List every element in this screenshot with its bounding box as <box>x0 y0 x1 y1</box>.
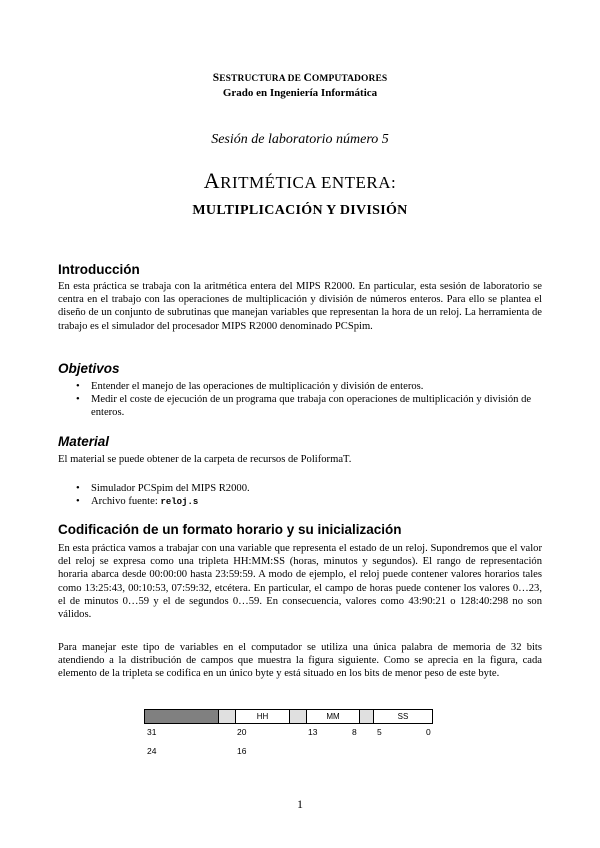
course-title-part1: ESTRUCTURA DE <box>219 74 304 84</box>
page-number: 1 <box>297 797 303 811</box>
mm-field: MM <box>307 710 360 723</box>
intro-paragraph: En esta práctica se trabaja con la aritmética entera del MIPS R2000. En particular, esta sesión de laboratorio se centra en el trabajo con las operaciones de multiplicación y división de números enteros. Para ello se plantea el diseño de un conjunto de subrutinas que manejan variables que representan la hora de un reloj. La herramienta de trabajo es el simulador del procesador MIPS R2000 denominado PCSpim. <box>58 281 542 332</box>
material-paragraph: El material se puede obtener de la carpeta de recursos de PoliformaT. <box>58 454 352 465</box>
objectives-list <box>58 380 542 420</box>
source-file-name: reloj.s <box>160 497 199 508</box>
bullet-icon: • <box>76 381 80 392</box>
bit-label-20: 20 <box>237 727 247 737</box>
list-item <box>58 495 542 509</box>
course-title-initial: S <box>212 72 220 84</box>
bullet-icon: • <box>76 394 80 406</box>
hh-padding-field <box>219 710 236 723</box>
material-item-text: Simulador PCSpim del MIPS R2000. <box>91 483 250 494</box>
list-item <box>58 482 542 495</box>
bit-label-5: 5 <box>377 727 382 737</box>
objective-text: Medir el coste de ejecución de un programa que trabaja con operaciones de multiplicación y división de enteros. <box>91 394 532 419</box>
material-list <box>58 482 542 509</box>
bit-label-31: 31 <box>147 727 157 737</box>
degree-name: Grado en Ingeniería Informática <box>222 87 378 99</box>
coding-paragraph-1: En esta práctica vamos a trabajar con una variable que representa el estado de un reloj. Supondremos que el valor del reloj se expresa como una tripleta HH:MM:SS (horas, minutos y segundos). El rango de representación horaria abarca desde 00:00:00 hasta 23:59:59. A modo de ejemplo, el reloj puede contener valores horarios tales como 13:25:43, 00:10:53, 07:59:32, etcétera. En particular, el campo de horas puede contener los valores 0…23, el de minutos 0…59 y el de segundos 0…59. En consecuencia, valores como 43:90:21 o 128:40:298 no son válidos. <box>58 543 542 621</box>
register-diagram <box>144 709 433 724</box>
bit-label-8: 8 <box>352 727 357 737</box>
objective-text: Entender el manejo de las operaciones de multiplicación y división de enteros. <box>91 381 424 392</box>
objectives-heading: Objetivos <box>58 361 120 376</box>
bit-label-0: 0 <box>426 727 431 737</box>
material-heading: Material <box>58 434 110 449</box>
ss-padding-field <box>360 710 374 723</box>
unused-byte-field <box>145 710 219 723</box>
main-title-line2: MULTIPLICACIÓN Y DIVISIÓN <box>192 203 408 218</box>
bullet-icon: • <box>76 483 80 494</box>
mm-padding-field <box>290 710 307 723</box>
main-title-rest: RITMÉTICA ENTERA: <box>220 173 397 192</box>
list-item <box>58 393 542 419</box>
main-title-line1 <box>0 168 600 194</box>
material-item-label: Archivo fuente: <box>91 496 161 508</box>
course-title <box>0 72 600 84</box>
hh-field: HH <box>236 710 290 723</box>
course-title-part2: OMPUTADORES <box>311 74 388 84</box>
coding-heading: Codificación de un formato horario y su inicialización <box>58 522 402 537</box>
bit-label-24: 24 <box>147 746 157 756</box>
ss-field: SS <box>374 710 432 723</box>
bullet-icon: • <box>76 496 80 508</box>
course-title-initial-c: C <box>303 72 312 84</box>
bit-label-16: 16 <box>237 746 247 756</box>
list-item <box>58 380 542 393</box>
bit-label-13: 13 <box>308 727 318 737</box>
coding-paragraph-2: Para manejar este tipo de variables en el computador se utiliza una única palabra de memoria de 32 bits atendiendo a la distribución de campos que muestra la figura siguiente. Como se aprecia en la figura, cada elemento de la tripleta se codifica en un único byte y está situado en los bits de menor peso de este byte. <box>58 642 542 680</box>
main-title-initial: A <box>203 168 221 193</box>
intro-heading: Introducción <box>58 262 140 277</box>
session-label: Sesión de laboratorio número 5 <box>211 132 389 147</box>
